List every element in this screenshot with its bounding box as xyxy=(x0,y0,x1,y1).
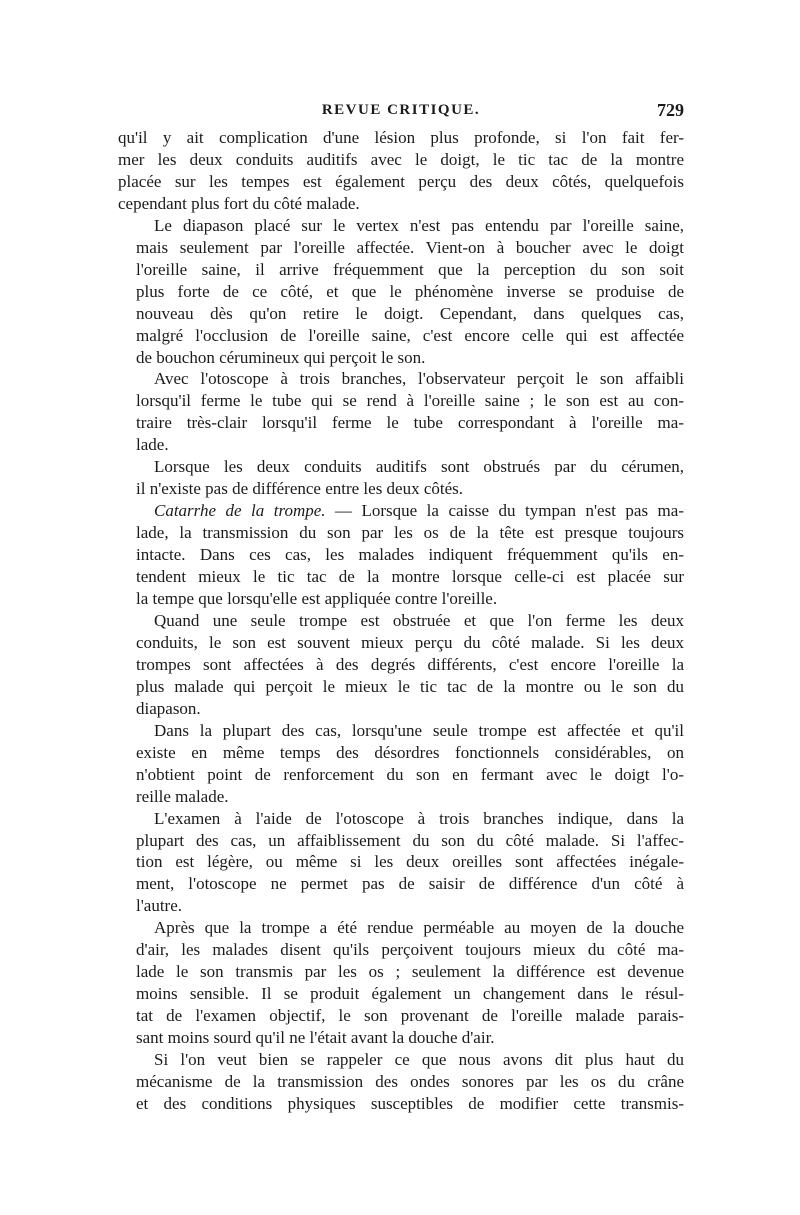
paragraph xyxy=(118,456,684,500)
body-text xyxy=(118,127,684,1115)
text-line: lade. xyxy=(136,435,169,455)
text-line: conduits, le son est souvent mieux perçu du côté malade. Si les deux xyxy=(136,632,684,652)
text-line: Le diapason placé sur le vertex n'est pas entendu par l'oreille saine, xyxy=(154,215,684,235)
text-line: qu'il y ait complication d'une lésion plus profonde, si l'on fait fer- xyxy=(118,128,684,147)
text-line: de bouchon cérumineux qui perçoit le son. xyxy=(136,347,426,367)
text-line: L'examen à l'aide de l'otoscope à trois branches indique, dans la xyxy=(154,808,684,828)
text-line: Lorsque les deux conduits auditifs sont obstrués par du cérumen, xyxy=(154,457,684,477)
text-line: tendent mieux le tic tac de la montre lorsque celle-ci est placée sur xyxy=(136,567,684,587)
text-line: nouveau dès qu'on retire le doigt. Cependant, dans quelques cas, xyxy=(136,303,684,323)
text-line: lade le son transmis par les os ; seulement la différence est devenue xyxy=(136,962,684,982)
text-line: existe en même temps des désordres fonctionnels considérables, on xyxy=(136,742,684,762)
text-line: reille malade. xyxy=(136,786,229,806)
section-heading: Catarrhe de la trompe. xyxy=(154,501,326,521)
text-line: il n'existe pas de différence entre les deux côtés. xyxy=(136,479,464,499)
page-header xyxy=(118,100,684,126)
text-line: mais seulement par l'oreille affectée. Vient-on à boucher avec le doigt xyxy=(136,237,684,257)
text-line: moins sensible. Il se produit également un changement dans le résul- xyxy=(136,984,684,1004)
running-title: REVUE CRITIQUE. xyxy=(321,102,481,118)
text-line-rest: — Lorsque la caisse du tympan n'est pas ma- xyxy=(325,501,684,521)
text-line: plus forte de ce côté, et que le phénomène inverse se produise de xyxy=(136,281,684,301)
paragraph xyxy=(118,215,684,369)
text-line: ment, l'otoscope ne permet pas de saisir de différence d'un côté à xyxy=(136,874,684,894)
text-line: l'autre. xyxy=(136,896,183,916)
text-line: Dans la plupart des cas, lorsqu'une seule trompe est affectée et qu'il xyxy=(154,720,684,740)
text-line: Quand une seule trompe est obstruée et que l'on ferme les deux xyxy=(154,610,684,630)
text-line: mécanisme de la transmission des ondes sonores par les os du crâne xyxy=(136,1071,684,1091)
text-line: intacte. Dans ces cas, les malades indiquent fréquemment qu'ils en- xyxy=(136,545,684,565)
text-line: plupart des cas, un affaiblissement du son du côté malade. Si l'affec- xyxy=(136,830,684,850)
text-line: Après que la trompe a été rendue perméable au moyen de la douche xyxy=(154,918,684,938)
text-line: tion est légère, ou même si les deux oreilles sont affectées inégale- xyxy=(136,852,684,872)
text-line xyxy=(118,500,684,522)
page-number: 729 xyxy=(657,100,684,120)
text-line: et des conditions physiques susceptibles de modifier cette transmis- xyxy=(136,1093,684,1113)
paragraph xyxy=(118,808,684,918)
text-line: mer les deux conduits auditifs avec le doigt, le tic tac de la montre xyxy=(118,149,684,169)
paragraph xyxy=(118,127,684,215)
text-line: lade, la transmission du son par les os de la tête est presque toujours xyxy=(136,523,684,543)
text-line: Avec l'otoscope à trois branches, l'observateur perçoit le son affaibli xyxy=(154,369,684,389)
text-line: lorsqu'il ferme le tube qui se rend à l'oreille saine ; le son est au con- xyxy=(136,391,684,411)
text-line: plus malade qui perçoit le mieux le tic tac de la montre ou le son du xyxy=(136,676,684,696)
text-line: d'air, les malades disent qu'ils perçoivent toujours mieux du côté ma- xyxy=(136,940,684,960)
text-line: Si l'on veut bien se rappeler ce que nous avons dit plus haut du xyxy=(154,1050,684,1070)
paragraph xyxy=(118,1049,684,1115)
text-line: diapason. xyxy=(136,698,201,718)
text-line: traire très-clair lorsqu'il ferme le tube correspondant à l'oreille ma- xyxy=(136,413,684,433)
paragraph xyxy=(118,500,684,610)
text-line: n'obtient point de renforcement du son en fermant avec le doigt l'o- xyxy=(136,764,684,784)
text-line: placée sur les tempes est également perçu des deux côtés, quelquefois xyxy=(118,171,684,191)
paragraph xyxy=(118,917,684,1049)
text-line: cependant plus fort du côté malade. xyxy=(118,193,360,213)
paragraph xyxy=(118,610,684,720)
text-line: trompes sont affectées à des degrés différents, c'est encore l'oreille la xyxy=(136,654,684,674)
text-line: tat de l'examen objectif, le son provenant de l'oreille malade parais- xyxy=(136,1006,684,1026)
text-line: l'oreille saine, il arrive fréquemment que la perception du son soit xyxy=(136,259,684,279)
text-line: sant moins sourd qu'il ne l'était avant la douche d'air. xyxy=(136,1028,495,1048)
paragraph xyxy=(118,368,684,456)
text-line: la tempe que lorsqu'elle est appliquée contre l'oreille. xyxy=(136,589,498,609)
paragraph xyxy=(118,720,684,808)
text-line: malgré l'occlusion de l'oreille saine, c'est encore celle qui est affectée xyxy=(136,325,684,345)
